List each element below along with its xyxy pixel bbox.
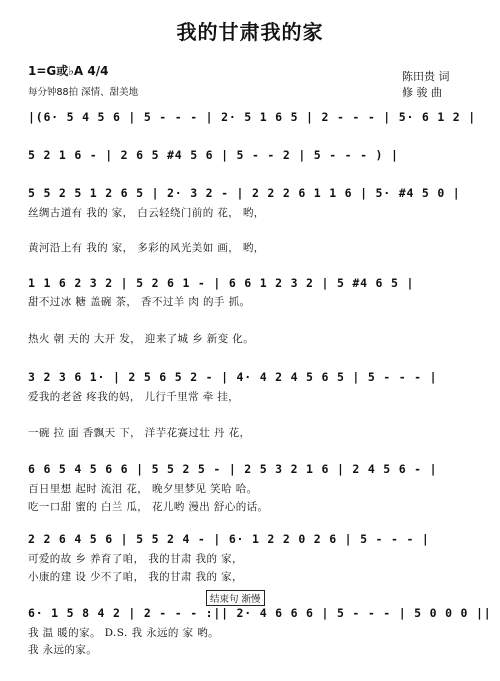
notation-line: 3 2 3 6 1· | 2 5 6 5 2 - | 4· 4 2 4 5 6 5 | 5 - - - |	[28, 370, 438, 384]
lyric-verse-2: 我 永远的家。	[28, 644, 98, 656]
lyric-verse-2: 黄河沿上有 我的 家， 多彩的风光美如 画， 哟，	[28, 242, 265, 254]
lyric-verse-1: 甜不过冰 糖 盖碗 茶， 香不过羊 肉 的手 抓。	[28, 296, 251, 308]
lyric-verse-1: 丝绸古道有 我的 家， 白云轻绕门前的 花， 哟，	[28, 207, 265, 219]
lyric-verse-2: 小康的建 设 少不了咱， 我的甘肃 我的 家，	[28, 571, 243, 583]
notation-line: |(6· 5 4 5 6 | 5 - - - | 2· 5 1 6 5 | 2 - - - | 5· 6 1 2 |	[28, 110, 476, 124]
lyric-verse-2: 一碗 拉 面 香飘天 下， 洋芋花赛过壮 丹 花，	[28, 427, 251, 439]
lyric-verse-2: 热火 朝 天的 大开 发， 迎来了城 乡 新变 化。	[28, 333, 255, 345]
lyric-verse-1: 百日里想 起时 流泪 花， 晚夕里梦见 笑哈 哈。	[28, 483, 258, 495]
lyricist-credit: 陈田贵 词	[402, 70, 450, 83]
composer-credit: 修 骏 曲	[402, 86, 442, 99]
key-signature: 1=G或♭A 4/4	[28, 64, 109, 78]
lyric-verse-1: 可爱的故 乡 养育了咱， 我的甘肃 我的 家，	[28, 553, 243, 565]
notation-line: 2 2 6 4 5 6 | 5 5 2 4 - | 6· 1 2 2 0 2 6 | 5 - - - |	[28, 532, 430, 546]
notation-line: 5 2 1 6 - | 2 6 5 #4 5 6 | 5 - - 2 | 5 - - - ) |	[28, 148, 399, 162]
song-title: 我的甘肃我的家	[176, 20, 324, 44]
lyric-verse-1: 我 温 暖的家。 D.S. 我 永远的 家 哟。	[28, 627, 220, 639]
lyric-verse-1: 爱我的老爸 疼我的妈， 儿行千里常 牵 挂，	[28, 391, 240, 403]
notation-line: 1 1 6 2 3 2 | 5 2 6 1 - | 6 6 1 2 3 2 | 5 #4 6 5 |	[28, 276, 415, 290]
tempo-marking: 每分钟88拍 深情、甜美地	[28, 87, 139, 98]
notation-line: 6· 1 5 8 4 2 | 2 - - - :|| 2· 4 6 6 6 | 5 - - - | 5 0 0 0 ||	[28, 606, 492, 620]
lyric-verse-2: 吃一口甜 蜜的 白兰 瓜， 花儿哟 漫出 舒心的话。	[28, 501, 269, 513]
notation-line: 5 5 2 5 1 2 6 5 | 2· 3 2 - | 2 2 2 6 1 1 6 | 5· #4 5 0 |	[28, 186, 461, 200]
ending-label: 结束句 渐慢	[206, 590, 265, 606]
notation-line: 6 6 5 4 5 6 6 | 5 5 2 5 - | 2 5 3 2 1 6 | 2 4 5 6 - |	[28, 462, 438, 476]
